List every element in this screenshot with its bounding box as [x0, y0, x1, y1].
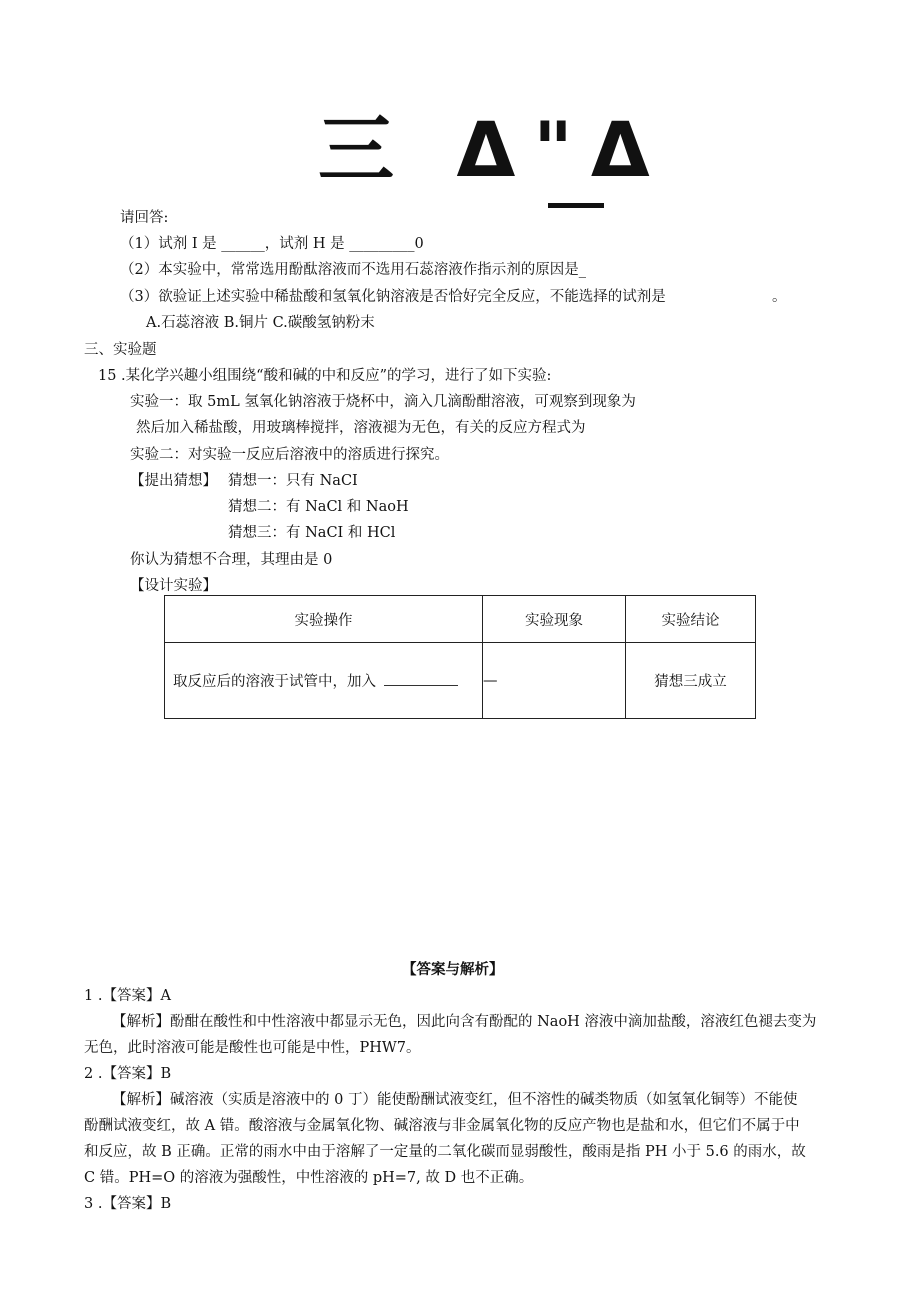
question-1: （1）试剂 I 是 ______，试剂 H 是 _________0	[120, 236, 424, 252]
answer-2-explanation-1: 【解析】碱溶液（实质是溶液中的 0 丁）能使酚酬试液变红，但不溶性的碱类物质（如氢氧化铜等）不能使	[112, 1092, 798, 1108]
table-cell-operation	[165, 643, 483, 719]
table-header-conclusion: 实验结论	[626, 596, 756, 643]
guess-label: 【提出猜想】	[130, 473, 217, 489]
answer-3: 3 .【答案】B	[84, 1196, 172, 1212]
guess-3: 猜想三：有 NaCI 和 HCl	[228, 525, 396, 541]
guess-2: 猜想二：有 NaCl 和 NaoH	[228, 499, 409, 515]
answers-title: 【答案与解析】	[402, 962, 504, 978]
reason-text: 你认为猜想不合理，其理由是 0	[130, 552, 333, 568]
table-cell-phenomenon: —	[483, 643, 626, 719]
question-3: （3）欲验证上述实验中稀盐酸和氢氧化钠溶液是否恰好完全反应，不能选择的试剂是	[120, 289, 666, 305]
intro-text: 请回答:	[120, 210, 169, 226]
experiment-1-line-1: 实验一：取 5mL 氢氧化钠溶液于烧杯中，滴入几滴酚酣溶液，可观察到现象为	[130, 394, 636, 410]
section-heading: 三、实验题	[84, 342, 157, 358]
operation-text: 取反应后的溶液于试管中，加入	[173, 674, 376, 690]
answer-1-explanation-2: 无色，此时溶液可能是酸性也可能是中性，PHW7。	[84, 1040, 421, 1056]
experiment-1-line-2: 然后加入稀盐酸，用玻璃棒搅拌，溶液褪为无色，有关的反应方程式为	[136, 420, 586, 436]
answer-2-explanation-4: C 错。PH=O 的溶液为强酸性，中性溶液的 pH=7, 故 D 也不正确。	[84, 1170, 534, 1186]
operation-blank	[384, 685, 458, 686]
answer-2-explanation-3: 和反应，故 B 正确。正常的雨水中由于溶解了一定量的二氧化碳而显弱酸性，酸雨是指 PH 小于 5.6 的雨水，故	[84, 1144, 806, 1160]
answer-2: 2 .【答案】B	[84, 1066, 172, 1082]
problem-15: 15 .某化学兴趣小组围绕“酸和碱的中和反应”的学习，进行了如下实验:	[98, 368, 552, 384]
table-header-operation: 实验操作	[165, 596, 483, 643]
question-3-options: A.石蕊溶液 B.铜片 C.碳酸氢钠粉末	[146, 315, 375, 331]
answer-1: 1 .【答案】A	[84, 988, 171, 1004]
header-glyphs: 三 Δ"Δ	[318, 105, 668, 194]
guess-1: 猜想一：只有 NaCI	[228, 473, 358, 489]
experiment-table	[164, 595, 756, 719]
question-2: （2）本实验中，常常选用酚酞溶液而不选用石蕊溶液作指示剂的原因是_	[120, 262, 586, 278]
header-underline	[548, 203, 604, 208]
answer-1-explanation-1: 【解析】酚酣在酸性和中性溶液中都显示无色，因此向含有酚配的 NaoH 溶液中滴加盐酸，溶液红色褪去变为	[112, 1014, 817, 1030]
design-label: 【设计实验】	[130, 578, 217, 594]
experiment-2: 实验二：对实验一反应后溶液中的溶质进行探究。	[130, 447, 449, 463]
answer-2-explanation-2: 酚酬试液变红，故 A 错。酸溶液与金属氧化物、碱溶液与非金属氧化物的反应产物也是盐和水，但它们不属于中	[84, 1118, 800, 1134]
table-header-phenomenon: 实验现象	[483, 596, 626, 643]
table-cell-conclusion: 猜想三成立	[626, 643, 756, 719]
question-3-end: 。	[772, 289, 787, 305]
